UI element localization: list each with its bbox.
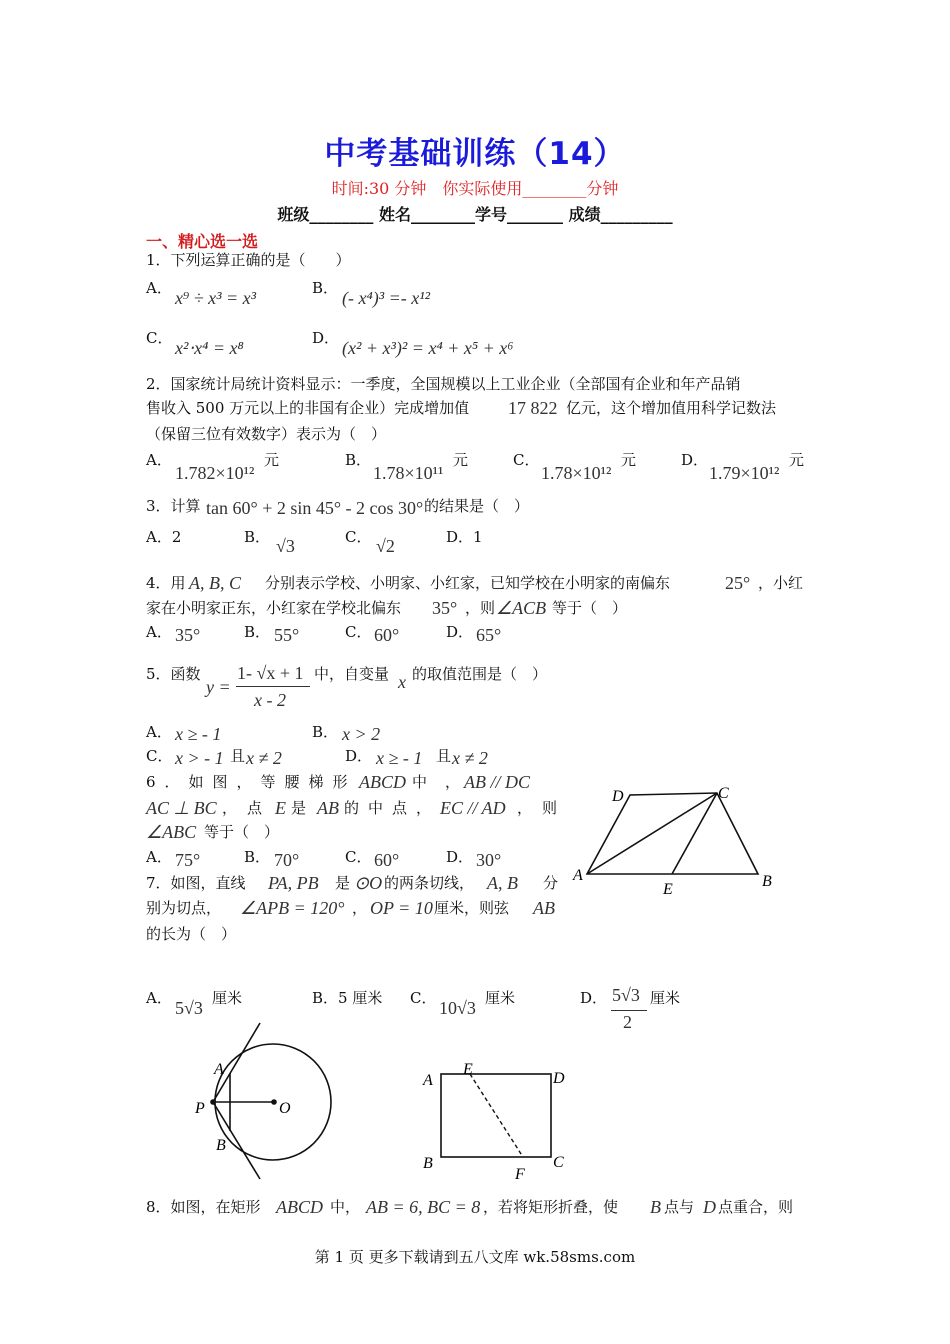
q5-option-b-expr: x > 2 (342, 724, 381, 744)
q3-option-d: D．1 (446, 528, 483, 546)
q6-option-d-label: D． (446, 848, 474, 866)
q6-l2b: 是 (291, 799, 307, 817)
q2-option-a-unit: 元 (264, 451, 280, 469)
q7-option-d-unit: 厘米 (650, 989, 681, 1007)
q6-l2a: ，点 (222, 799, 273, 817)
q5-y: y = (206, 677, 231, 697)
q1-option-c-label: C． (146, 329, 173, 347)
q4-option-c-label: C． (345, 623, 372, 641)
q8-l1m2: AB = 6, BC = 8 (366, 1197, 481, 1217)
q4-l2b: ，则 (465, 599, 496, 617)
q2-option-c-expr: 1.78×10¹² (541, 463, 612, 483)
q5-denominator: x - 2 (254, 690, 286, 710)
q4-option-a-label: A． (146, 623, 172, 641)
page-footer: 第 1 页 更多下载请到五八文库 wk.58sms.com (314, 1248, 636, 1266)
q7-option-a-expr: 5√3 (175, 998, 203, 1018)
q6-option-b-expr: 70° (274, 850, 300, 870)
q3-option-b-expr: √3 (276, 536, 295, 556)
q4-l2m1: 35° (432, 598, 458, 618)
trapezoid-figure (570, 780, 790, 900)
q8-l1m1: ABCD (276, 1197, 323, 1217)
q7-l1a: 7．如图，直线 (146, 874, 246, 892)
circle-label-b: B (216, 1137, 226, 1154)
q7-option-c-expr: 10√3 (439, 998, 476, 1018)
q4-l1m2: 25° (725, 573, 751, 593)
q2-option-c-unit: 元 (621, 451, 637, 469)
q2-option-c-label: C． (513, 451, 540, 469)
q7-option-d-num: 5√3 (612, 985, 640, 1005)
q5-fraction-bar (236, 686, 310, 687)
q6-l2m4: EC // AD (440, 798, 506, 818)
q2-line2a: 售收入 500 万元以上的非国有企业）完成增加值 (146, 399, 470, 417)
q2-value: 17 822 (508, 398, 558, 418)
q8-l1e: 点重合，则 (718, 1198, 794, 1216)
circle-label-o: O (279, 1100, 291, 1117)
q7-l2m1: ∠APB = 120° (240, 898, 345, 918)
q4-l2m2: ∠ACB (496, 598, 547, 618)
q3-expr: tan 60° + 2 sin 45° - 2 cos 30° (206, 498, 424, 518)
rectangle-fold-figure (415, 1058, 575, 1183)
q3-option-c-expr: √2 (376, 536, 395, 556)
q5-var: x (398, 672, 406, 692)
q2-line3: （保留三位有效数字）表示为（ ） (146, 425, 387, 443)
q8-l1m4: D (703, 1197, 716, 1217)
student-info-line: 班级________ 姓名________学号_______ 成绩_________ (277, 205, 673, 224)
q7-l2b: ， (352, 899, 368, 917)
q4-l1b: 分别表示学校、小明家、小红家，已知学校在小明家的南偏东 (265, 574, 671, 592)
q5-option-d-expr2: x ≠ 2 (452, 748, 488, 768)
q4-l1m1: A, B, C (189, 573, 241, 593)
q5-option-d-label: D． (345, 747, 373, 765)
q7-l2a: 别为切点， (146, 899, 222, 917)
q5-mid: 中，自变量 (314, 665, 390, 683)
q5-option-c-and: 且 (230, 747, 246, 765)
q8-l1a: 8．如图，在矩形 (146, 1198, 261, 1216)
q1-option-b-expr: (- x⁴)³ =- x¹² (342, 288, 431, 308)
q7-option-d-label: D． (580, 989, 608, 1007)
q5-option-d-and: 且 (436, 747, 452, 765)
q5-option-d-expr1: x ≥ - 1 (376, 748, 423, 768)
q5-option-b-label: B． (312, 723, 339, 741)
q4-l2a: 家在小明家正东，小红家在学校北偏东 (146, 599, 402, 617)
q7-option-c-unit: 厘米 (485, 989, 516, 1007)
q7-option-a-unit: 厘米 (212, 989, 243, 1007)
q6-l1m1: ABCD (359, 772, 406, 792)
q2-option-d-expr: 1.79×10¹² (709, 463, 780, 483)
q6-option-a-label: A． (146, 848, 172, 866)
q6-option-b-label: B． (244, 848, 271, 866)
rect-label-e: E (463, 1061, 473, 1078)
q3-option-c-label: C． (345, 528, 372, 546)
q7-l2m2: OP = 10 (370, 898, 433, 918)
q5-pre: 5．函数 (146, 665, 201, 683)
q7-option-d-bar (611, 1010, 647, 1011)
rect-label-a: A (423, 1072, 433, 1089)
q6-l2c: 的中点， (344, 799, 441, 817)
q4-l2c: 等于（ ） (552, 599, 628, 617)
q7-l1m2: ⊙O (354, 873, 383, 893)
q7-l1b: 是 (335, 874, 351, 892)
q7-l1m1: PA, PB (268, 873, 319, 893)
q8-l1b: 中， (330, 1198, 361, 1216)
q7-option-c-label: C． (410, 989, 437, 1007)
q1-option-a-label: A． (146, 279, 172, 297)
q7-l1d: 分 (543, 874, 559, 892)
q4-option-b-expr: 55° (274, 625, 300, 645)
q6-l1m2: AB // DC (464, 772, 530, 792)
q6-option-c-expr: 60° (374, 850, 400, 870)
q2-option-d-label: D． (681, 451, 709, 469)
q6-l2d: ，则 (517, 799, 568, 817)
trap-label-b: B (762, 873, 772, 890)
q7-l2m3: AB (533, 898, 555, 918)
q5-post: 的取值范围是（ ） (412, 665, 548, 683)
q5-option-a-expr: x ≥ - 1 (175, 724, 222, 744)
q8-l1m3: B (650, 1197, 661, 1217)
q5-numerator: 1- √x + 1 (237, 663, 304, 683)
q7-option-a-label: A． (146, 989, 172, 1007)
q2-option-b-unit: 元 (453, 451, 469, 469)
q4-option-d-label: D． (446, 623, 474, 641)
q7-l1m3: A, B (487, 873, 518, 893)
q3-option-a: A．2 (146, 528, 182, 546)
q1-option-d-expr: (x² + x³)² = x⁴ + x⁵ + x⁶ (342, 338, 514, 358)
rect-label-d: D (553, 1070, 565, 1087)
q6-l2m3: AB (317, 798, 339, 818)
q6-option-a-expr: 75° (175, 850, 201, 870)
q4-l1a: 4．用 (146, 574, 186, 592)
q5-option-c-label: C． (146, 747, 173, 765)
q2-option-b-expr: 1.78×10¹¹ (373, 463, 444, 483)
q3-pre: 3．计算 (146, 497, 201, 515)
q7-l1c: 的两条切线， (384, 874, 475, 892)
q8-l1c: ，若将矩形折叠，使 (483, 1198, 619, 1216)
q1-option-a-expr: x⁹ ÷ x³ = x³ (175, 288, 257, 308)
time-subtitle: 时间:30 分钟 你实际使用________分钟 (331, 179, 619, 198)
section-heading-1: 一、精心选一选 (146, 232, 259, 251)
circle-label-a: A (214, 1061, 224, 1078)
trap-label-c: C (718, 785, 729, 802)
q4-option-b-label: B． (244, 623, 271, 641)
q4-l1c: ，小红 (758, 574, 804, 592)
circle-tangent-figure (185, 1020, 345, 1185)
q4-option-d-expr: 65° (476, 625, 502, 645)
circle-label-p: P (195, 1100, 205, 1117)
page-title: 中考基础训练（14） (324, 136, 626, 172)
q2-option-b-label: B． (345, 451, 372, 469)
q5-option-a-label: A． (146, 723, 172, 741)
q3-post: 的结果是（ ） (424, 497, 530, 515)
rect-label-f: F (515, 1166, 525, 1183)
q2-option-a-label: A． (146, 451, 172, 469)
q2-line2b: 亿元，这个增加值用科学记数法 (566, 399, 777, 417)
q6-option-d-expr: 30° (476, 850, 502, 870)
q6-option-c-label: C． (345, 848, 372, 866)
rect-label-c: C (553, 1154, 564, 1171)
q4-option-c-expr: 60° (374, 625, 400, 645)
q1-stem: 1．下列运算正确的是（ ） (146, 251, 351, 269)
q8-l1d: 点与 (664, 1198, 695, 1216)
q5-option-c-expr1: x > - 1 (175, 748, 224, 768)
q2-line1: 2．国家统计局统计资料显示：一季度，全国规模以上工业企业（全部国有企业和年产品销 (146, 375, 741, 393)
q1-option-c-expr: x²⋅x⁴ = x⁸ (175, 338, 244, 358)
q7-option-b: B．5 厘米 (312, 989, 383, 1007)
q6-l3a: 等于（ ） (204, 823, 280, 841)
q7-option-d-den: 2 (623, 1012, 632, 1032)
q6-l1b: 中， (412, 773, 479, 791)
q2-option-d-unit: 元 (789, 451, 805, 469)
q6-l2m2: E (275, 798, 286, 818)
q6-l3m: ∠ABC (146, 822, 197, 842)
trap-label-a: A (573, 867, 583, 884)
rect-label-b: B (423, 1155, 433, 1172)
trap-label-d: D (612, 788, 624, 805)
q4-option-a-expr: 35° (175, 625, 201, 645)
q7-l2c: 厘米，则弦 (434, 899, 510, 917)
q1-option-d-label: D． (312, 329, 340, 347)
q6-l2m1: AC ⊥ BC (146, 798, 217, 818)
q3-option-b-label: B． (244, 528, 271, 546)
q1-option-b-label: B． (312, 279, 339, 297)
q2-option-a-expr: 1.782×10¹² (175, 463, 255, 483)
q7-l3: 的长为（ ） (146, 925, 237, 943)
trap-label-e: E (663, 881, 673, 898)
q5-option-c-expr2: x ≠ 2 (246, 748, 282, 768)
q6-l1a: 6．如图，等腰梯形 (146, 773, 357, 791)
